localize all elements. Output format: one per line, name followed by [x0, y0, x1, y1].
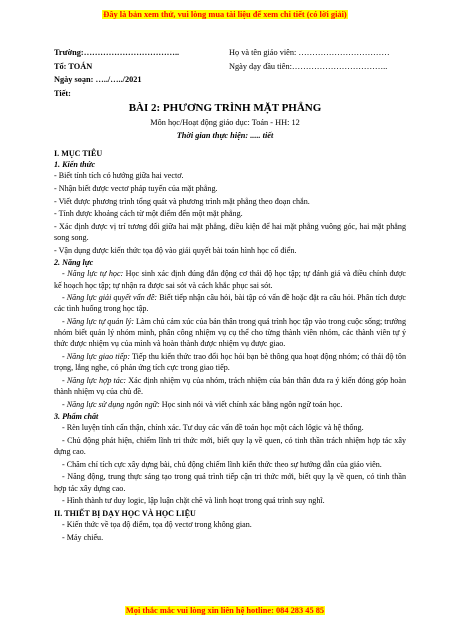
time-line: Thời gian thực hiện: ..... tiết [176, 131, 274, 140]
period-field: Tiết: [54, 88, 71, 98]
lesson-title: BÀI 2: PHƯƠNG TRÌNH MẶT PHẲNG [128, 102, 322, 114]
preview-banner [0, 10, 450, 19]
quality-item: - Rèn luyện tính cẩn thận, chính xác. Tư duy các vấn đề toán học một cách lôgic và hệ thống. [62, 423, 364, 433]
knowledge-item: - Tính được khoảng cách từ một điểm đến một mặt phẳng. [54, 209, 243, 219]
subject-line: Môn học/Hoạt động giáo dục: Toán - HH: 12 [150, 118, 300, 127]
group-field: Tổ: TOÁN [54, 61, 93, 71]
preview-banner-text: Đây là bản xem thử, vui lòng mua tài liệu để xem chi tiết (có lời giải) [103, 10, 347, 19]
competency-text: Làm chủ cảm xúc của bản thân trong quá trình học tập vào trong cuộc sống; trưởng nhóm biết quản lý nhóm mình, phân công nhiệm vụ cụ thể cho từng thành viên nhóm, các thành viên tự ý thức được nhiệm vụ của mình và hoàn thành được nhiệm vụ được giao. [54, 316, 406, 349]
knowledge-item: - Viết được phương trình tổng quát và phương trình mặt phẳng theo đoạn chắn. [54, 196, 310, 206]
equipment-item: - Kiến thức về tọa độ điểm, tọa độ vectơ trong không gian. [62, 519, 252, 529]
competency-text: Tiếp thu kiến thức trao đổi học hỏi bạn bè thông qua hoạt động nhóm; có thái độ tôn trọng, lắng nghe, có phản ứng tích cực trong giao tiếp. [54, 351, 406, 373]
hotline-banner-text: Mọi thắc mắc vui lòng xin liên hệ hotline: 084 283 45 85 [125, 606, 325, 615]
knowledge-item: - Biết tính tích có hướng giữa hai vectơ. [54, 171, 184, 181]
section-heading: II. THIẾT BỊ DẠY HỌC VÀ HỌC LIỆU [54, 508, 196, 518]
competency-item [54, 399, 406, 410]
competency-item [54, 316, 406, 350]
teacher-field: Họ và tên giáo viên: …………………………… [229, 48, 390, 58]
equipment-item: - Máy chiếu. [62, 532, 104, 542]
competency-text: Học sinh nói và viết chính xác bằng ngôn ngữ toán học. [159, 399, 343, 409]
knowledge-item: - Xác định được vị trí tương đối giữa hai mặt phẳng, điều kiện để hai mặt phẳng vuông góc, hai mặt phẳng song song. [54, 221, 406, 242]
competency-item [54, 268, 406, 290]
subsection-heading: 3. Phẩm chất [54, 412, 99, 422]
competency-label: - Năng lực tự quản lý: [62, 316, 135, 326]
competency-item [54, 292, 406, 314]
document-header [54, 46, 424, 100]
quality-item: - Năng động, trung thực sáng tạo trong quá trình tiếp cận tri thức mới, biết quy lạ về quen, có tinh thần hợp tác xây dựng cao. [54, 472, 406, 493]
competency-text: Xác định nhiệm vụ của nhóm, trách nhiệm của bản thân đưa ra ý kiến đóng góp hoàn thành nhiệm vụ của chủ đề. [54, 375, 406, 396]
subsection-heading: 2. Năng lực [54, 258, 94, 268]
hotline-banner [0, 606, 450, 615]
competency-label: - Năng lực giao tiếp: [62, 351, 131, 361]
prep-date-field: Ngày soạn: …../…../2021 [54, 75, 142, 85]
competency-text: Học sinh xác định đúng đắn động cơ thái độ học tập; tự đánh giá và điều chỉnh được kế hoạch học tập; tự nhận ra được sai sót và cách khắc phục sai sót. [54, 269, 406, 290]
teach-date-field: Ngày dạy đầu tiên:…………………………….. [229, 61, 388, 71]
knowledge-item: - Vận dụng được kiến thức tọa độ vào giải quyết bài toán hình học cổ điển. [54, 245, 297, 255]
competency-text: Biết tiếp nhận câu hỏi, bài tập có vấn đề hoặc đặt ra câu hỏi. Phân tích được các tình huống trong học tập. [54, 293, 406, 314]
competency-item [54, 351, 406, 373]
competency-label: - Năng lực sử dụng ngôn ngữ: [62, 399, 160, 409]
quality-item: - Hình thành tư duy logic, lập luận chặt chẽ và linh hoạt trong quá trình suy nghĩ. [62, 496, 325, 506]
competency-label: - Năng lực tự học: [62, 269, 124, 279]
competency-label: - Năng lực giải quyết vấn đề: [62, 293, 158, 303]
knowledge-item: - Nhận biết được vectơ pháp tuyến của mặt phẳng. [54, 184, 218, 193]
section-heading: I. MỤC TIÊU [54, 149, 103, 158]
subsection-heading: 1. Kiến thức [54, 160, 96, 170]
quality-item: - Chủ động phát hiện, chiếm lĩnh tri thức mới, biết quy lạ về quen, có tinh thần trách nhiệm hợp tác xây dựng cao. [54, 435, 406, 457]
quality-item: - Chăm chỉ tích cực xây dựng bài, chủ động chiếm lĩnh kiến thức theo sự hướng dẫn của giáo viên. [62, 459, 382, 469]
school-field: Trường:…………………………….. [54, 48, 180, 58]
competency-label: - Năng lực hợp tác: [62, 375, 127, 385]
competency-item [54, 375, 406, 397]
lesson-body [54, 147, 406, 544]
